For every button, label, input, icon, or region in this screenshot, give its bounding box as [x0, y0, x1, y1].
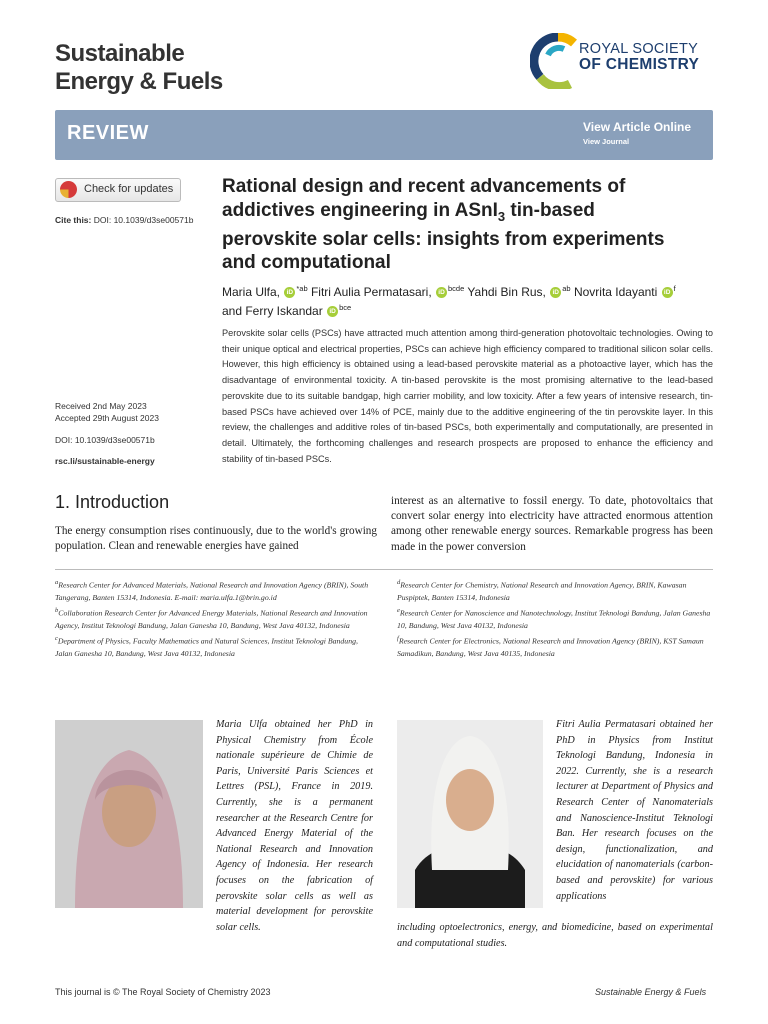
author[interactable]: Maria Ulfa, iD $^{*ab}$ — [222, 284, 308, 299]
footer-journal: Sustainable Energy & Fuels — [595, 987, 707, 997]
footnotes-left — [55, 577, 375, 660]
journal-title: Sustainable Energy & Fuels — [55, 40, 223, 95]
body-column-right: interest as an alternative to fossil energy. To date, photovoltaics that convert solar energy into electricity have attracted enormous attention among other renewable energy sources. Remarkable progress has been made in the power conversion — [391, 495, 713, 553]
doi: DOI: 10.1039/d3se00571b — [55, 435, 155, 445]
footnote: $^c$Department of Physics, Faculty Mathematics and Natural Sciences, Institut Teknologi Bandung, Jalan Ganesha 10, Bandung, West Java 40132, Indonesia — [55, 634, 358, 658]
author[interactable]: Yahdi Bin Rus, iD $^{ab}$ — [467, 284, 571, 299]
author-photo — [55, 720, 203, 908]
footnote-divider — [55, 569, 713, 570]
author[interactable]: Novrita Idayanti iD $^f$ — [573, 284, 676, 299]
author-photo — [397, 720, 543, 908]
orcid-icon[interactable]: iD — [327, 306, 338, 317]
crossmark-icon — [60, 181, 77, 198]
article-type-banner — [55, 110, 713, 160]
article-type: REVIEW — [67, 122, 149, 144]
abstract: Perovskite solar cells (PSCs) have attracted much attention among third-generation photovoltaic technologies. Owing to their unique optical and electrical properties, PSCs can achieve high efficiency compared to traditional silicon solar cells. However, this high efficiency is obtained using a lead-based perovskite material as a photoactive layer, which has the disadvantage of environmental toxicity. A tin-based perovskite is the most promising alternative to the lead-based perovskite due to its suitable bandgap, high carrier mobility, and low toxicity. After a few years of intensive research, tin-based PSCs have achieved over 14% of PCE, mainly due to the additive engineering of the tin perovskite layer. In this review, the challenges and additive roles of tin-based PSCs, both experimentally and computationally, are presented in detail. Ultimately, the forthcoming challenges and research prospects are proposed to enhance the efficiency and stability of tin-based PSCs. — [222, 328, 713, 464]
accepted-date: Accepted 29th August 2023 — [55, 413, 159, 423]
author-photo-image — [55, 720, 203, 908]
received-date: Received 2nd May 2023 — [55, 401, 147, 411]
author-photo-image — [397, 720, 543, 908]
journal-link[interactable]: rsc.li/sustainable-energy — [55, 456, 155, 466]
author-bio: Maria Ulfa obtained her PhD in Physical Chemistry from École nationale supérieure de Chimie de Paris, Université Paris Sciences et Lettres (PSL), France in 2019. Currently, she is a permanent researcher at the Research Centre for Advanced Energy Material of the National Research and Innovation Agency of Indonesia. Her research focuses on the fabrication of perovskite solar cells as well as material development for perovskite solar cells. — [216, 719, 373, 933]
copyright: This journal is © The Royal Society of Chemistry 2023 — [55, 987, 271, 997]
footnote: $^e$Research Center for Nanoscience and Nanotechnology, Institut Teknologi Bandung, Jalan Ganesha 10, Bandung, West Java 40132, Indonesia — [397, 606, 711, 630]
author[interactable]: Fitri Aulia Permatasari, iD $^{bcde}$ — [310, 284, 465, 299]
orcid-icon[interactable]: iD — [436, 287, 447, 298]
orcid-icon[interactable]: iD — [284, 287, 295, 298]
check-updates-label: Check for updates — [84, 183, 174, 195]
footnote: $^a$Research Center for Advanced Materials, National Research and Innovation Agency (BRIN), South Tangerang, Banten 15314, Indonesia. E-mail: maria.ulfa.1@brin.go.id — [55, 579, 369, 603]
author[interactable]: and Ferry Iskandar iD $^{bce}$ — [222, 303, 352, 318]
publisher-name: ROYAL SOCIETY OF CHEMISTRY — [579, 41, 700, 73]
orcid-icon[interactable]: iD — [550, 287, 561, 298]
view-article-online-link[interactable]: View Article Online — [583, 120, 692, 134]
footnote: $^d$Research Center for Chemistry, National Research and Innovation Agency, BRIN, Kawasan Puspiptek, Banten 15314, Indonesia — [397, 579, 687, 603]
author-bio-continued: including optoelectronics, energy, and biomedicine, based on experimental and computational studies. — [397, 922, 713, 949]
footnote: $^b$Collaboration Research Center for Advanced Energy Materials, National Research and Innovation Agency, Institut Teknologi Bandung, Jalan Ganesha 10, Bandung, West Java 40132, Indonesia — [55, 606, 368, 630]
author-bio: Fitri Aulia Permatasari obtained her PhD in Physics from Institut Teknologi Bandung, Indonesia in 2022. Currently, she is a research lecturer at Department of Physics and Research Center of Nanomaterials and Nanoscience-Institut Teknologi Ban. Her research focuses on the design, functionalization, and elucidation of nanomaterials (carbon-based and perovskite) for various applications — [556, 719, 713, 902]
orcid-icon[interactable]: iD — [662, 287, 673, 298]
section-heading: 1. Introduction — [55, 492, 170, 512]
footnotes-right — [397, 577, 717, 660]
footnote: $^f$Research Center for Electronics, National Research and Innovation Agency (BRIN), KST Samaun Samadikun, Bandung, West Java 40135, Indonesia — [397, 634, 704, 658]
body-column-left: The energy consumption rises continuously, due to the world's growing population. Clean and renewable energies have gained — [55, 525, 377, 553]
article-title: Rational design and recent advancements of addictives engineering in ASnI$_3$ tin-based perovskite solar cells: insights from experiments and computational — [222, 176, 665, 274]
author-list — [222, 281, 722, 319]
view-journal-link[interactable]: View Journal — [583, 137, 630, 146]
cite-this: Cite this: DOI: 10.1039/d3se00571b — [55, 215, 194, 225]
